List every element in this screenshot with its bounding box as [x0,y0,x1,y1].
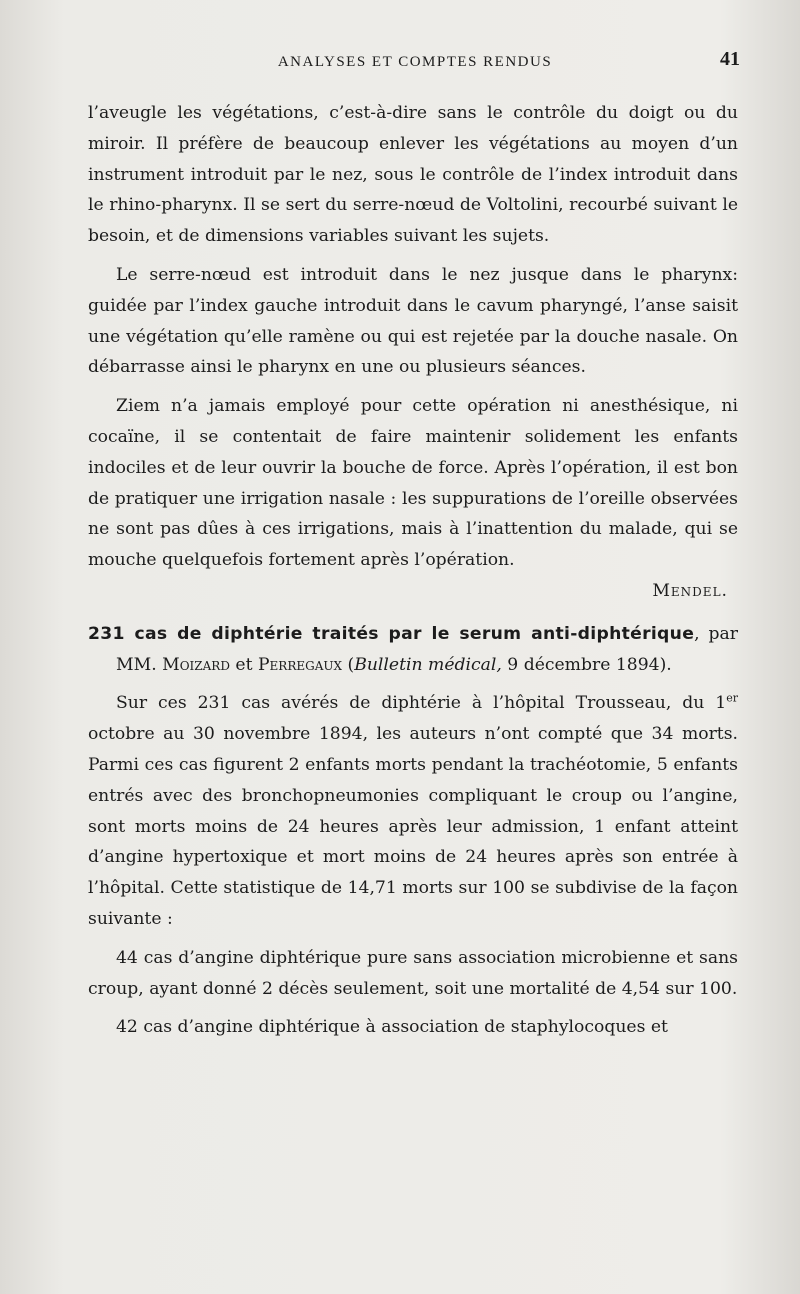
superscript-er: er [726,691,738,705]
page-header [90,48,740,78]
author-moizard: Moizard [162,654,230,675]
article-heading [88,619,738,681]
article-date: 9 décembre 1894). [501,654,672,675]
paragraph-3: Ziem n’a jamais employé pour cette opération ni anesthésique, ni cocaïne, il se contentait de faire maintenir solidement les enfants indociles et de leur ouvrir la bouche de force. Après l’opération, il est bon de pratiquer une irrigation nasale : les suppurations de l’oreille observées ne sont pas dûes à ces irrigations, mais à l’inattention du malade, qui se mouche quelquefois fortement après l’opération. [88,396,738,571]
article-and: et [229,654,258,675]
paragraph-2: Le serre-nœud est introduit dans le nez jusque dans le pharynx: guidée par l’index gauche introduit dans le cavum pharyngé, l’anse saisit une végétation qu’elle ramène ou qui est rejetée par la douche nasale. On débarrasse ainsi le pharynx en une ou plusieurs séances. [88,264,738,378]
paragraph-4-rest: octobre au 30 novembre 1894, les auteurs n’ont compté que 34 morts. Parmi ces cas figurent 2 enfants morts pendant la trachéotomie, 5 enfants entrés avec des bronchopneumonies compliquant le croup ou l’angine, sont morts moins de 24 heures après leur admission, 1 enfant atteint d’angine hypertoxique et mort moins de 24 heures après son entrée à l’hôpital. Cette statistique de 14,71 morts sur 100 se subdivise de la façon suivante : [88,724,738,929]
journal-name: Bulletin médical, [354,654,502,675]
signature: Mendel. [652,580,728,601]
page-number: 41 [720,48,740,70]
page-body [88,98,738,1043]
paragraph-4-start: Sur ces 231 cas avérés de diphtérie à l’hôpital Trousseau, du 1 [116,693,727,714]
article-by: , par MM. [116,623,738,675]
paragraph-4 [88,688,738,934]
article-title: 231 cas de diphtérie traités par le serum anti-diphtérique [88,623,695,644]
running-head: ANALYSES ET COMPTES RENDUS [277,54,553,70]
paragraph-5: 44 cas d’angine diphtérique pure sans association microbienne et sans croup, ayant donné 2 décès seulement, soit une mortalité de 4,54 sur 100. [88,947,738,999]
author-perregaux: Perregaux [257,654,343,675]
paragraph-1: l’aveugle les végétations, c’est-à-dire sans le contrôle du doigt ou du miroir. Il préfère de beaucoup enlever les végétations au moyen d’un instrument introduit par le nez, sous le contrôle de l’index introduit dans le rhino-pharynx. Il se sert du serre-nœud de Voltolini, recourbé suivant le besoin, et de dimensions variables suivant les sujets. [88,103,738,247]
article-open: ( [342,654,355,675]
paragraph-6: 42 cas d’angine diphtérique à association de staphylocoques et [116,1017,668,1038]
